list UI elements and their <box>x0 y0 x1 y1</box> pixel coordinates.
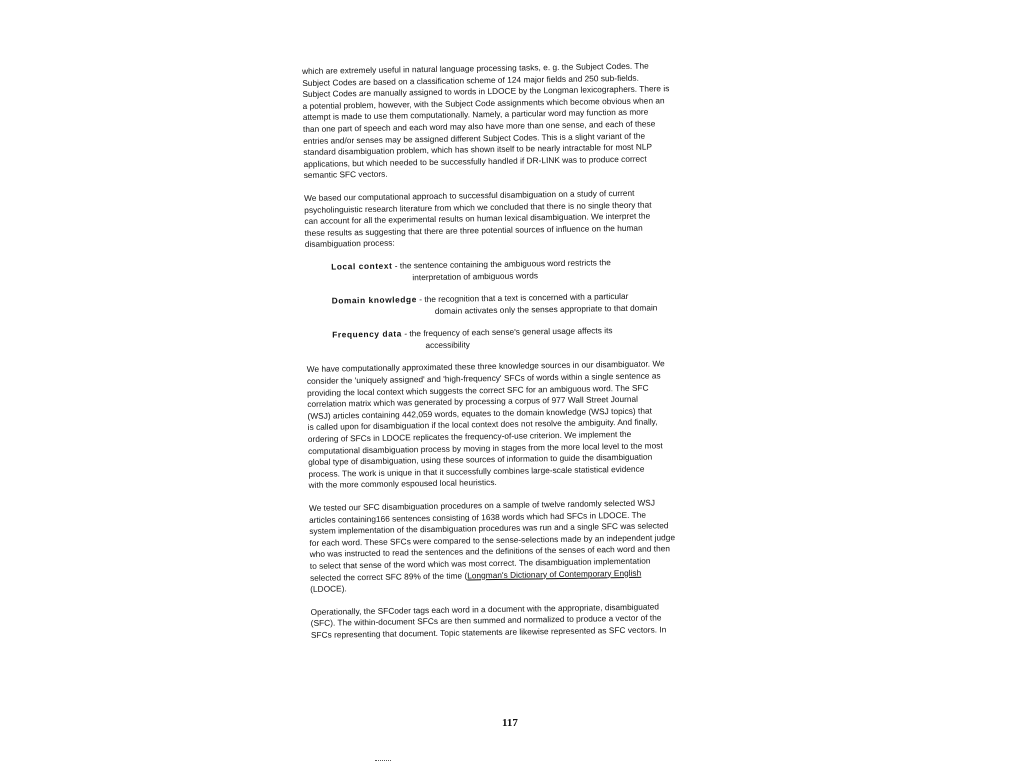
paragraph-line: SFCs representing that document. Topic statements are likewise represented as SFC vectors. In <box>310 624 667 640</box>
dictionary-title: Longman's Dictionary of Contemporary English <box>467 567 642 581</box>
paragraph-line: semantic SFC vectors. <box>303 169 388 181</box>
definition-text: - the recognition that a text is concerned with a particular <box>416 290 629 305</box>
text-column <box>302 59 739 652</box>
definition-domain-knowledge <box>332 289 734 318</box>
paragraph-line: Subject Codes are manually assigned to words in LDOCE by the Longman lexicographers. There is <box>302 83 670 100</box>
paragraph-evaluation <box>309 496 738 595</box>
paragraph-line: ordering of SFCs in LDOCE replicates the frequency-of-use criterion. We implement the <box>307 428 632 444</box>
paragraph-line: process. The work is unique in that it successfully combines large-scale statistical evidence <box>308 463 645 479</box>
paragraph-computational-approach <box>304 186 733 251</box>
paragraph-line: articles containing166 sentences consisting of 1638 words which had SFCs in LDOCE. The <box>309 509 647 525</box>
definition-local-context <box>331 255 733 284</box>
paragraph-line: than one part of speech and each word may also have more than one sense, and each of these <box>302 118 656 134</box>
paragraph-operation <box>310 600 738 641</box>
page-number: 117 <box>502 717 518 729</box>
paragraph-line: (LDOCE). <box>310 583 347 595</box>
definition-frequency-data <box>332 324 734 353</box>
definition-text: - the frequency of each sense's general usage affects its <box>401 325 613 339</box>
definition-term: Local context <box>331 260 393 272</box>
definition-continuation: accessibility <box>425 339 471 350</box>
paragraph-line: which are extremely useful in natural language processing tasks, e. g. the Subject Codes. The <box>302 60 649 76</box>
paragraph-line: with the more commonly espoused local heuristics. <box>308 477 497 491</box>
paragraph-text: selected the correct SFC 89% of the time ( <box>309 570 468 583</box>
definition-continuation: domain activates only the senses appropriate to that domain <box>434 302 658 316</box>
paragraph-subject-codes <box>302 59 732 182</box>
paragraph-line: (SFC). The within-document SFCs are then summed and normalized to produce a vector of the <box>310 612 662 629</box>
paragraph-line: a potential problem, however, with the Subject Code assignments which become obvious when an <box>302 95 665 111</box>
footer-mark <box>375 760 391 763</box>
paragraph-line: standard disambiguation problem, which has shown itself to be nearly intractable for most NLP <box>303 141 653 158</box>
definition-term: Frequency data <box>332 328 403 340</box>
definition-text: - the sentence containing the ambiguous word restricts the <box>392 257 611 271</box>
paragraph-line: for each word. These SFCs were compared to the sense-selections made by an independent judge <box>309 531 676 548</box>
paragraph-line: We tested our SFC disambiguation procedures on a sample of twelve randomly selected WSJ <box>308 497 656 513</box>
definition-continuation: interpretation of ambiguous words <box>412 269 539 282</box>
paragraph-line: applications, but which needed to be successfully handled if DR-LINK was to produce correct <box>303 153 647 169</box>
paragraph-line: to select that sense of the word which was most correct. The disambiguation implementation <box>309 555 651 571</box>
paragraph-line: providing the local context which suggests the correct SFC for an ambiguous word. The SFC <box>307 382 649 398</box>
paragraph-line: is called upon for disambiguation if the local context does not resolve the ambiguity. And finally, <box>307 416 658 433</box>
paragraph-line: Subject Codes are based on a classification scheme of 124 major fields and 250 sub-fields. <box>302 72 639 88</box>
paragraph-line: can account for all the experimental results on human lexical disambiguation. We interpret the <box>304 210 651 227</box>
paragraph-line: We have computationally approximated these three knowledge sources in our disambiguator. We <box>306 358 665 375</box>
paragraph-line: correlation matrix which was generated by processing a corpus of 977 Wall Street Journal <box>307 394 639 410</box>
paragraph-line: consider the 'uniquely assigned' and 'high-frequency' SFCs of words within a single sentence as <box>306 370 661 387</box>
paragraph-line: attempt is made to use them computationally. Namely, a particular word may function as more <box>302 106 649 123</box>
paragraph-line: these results as suggesting that there are three potential sources of influence on the human <box>304 222 643 238</box>
paragraph-line: global type of disambiguation, using these sources of information to guide the disambiguation <box>308 451 653 468</box>
paragraph-line: (WSJ) articles containing 442,059 words, equates to the domain knowledge (WSJ topics) that <box>307 405 652 421</box>
paragraph-line: disambiguation process: <box>304 237 395 250</box>
paragraph-knowledge-sources <box>307 358 737 492</box>
paragraph-evaluation-lines <box>309 496 738 572</box>
paragraph-line: psycholinguistic research literature from which we concluded that there is no single theory that <box>304 199 652 215</box>
paragraph-line: who was instructed to read the sentences and the definitions of the senses of each word and then <box>309 543 671 560</box>
paragraph-line: entries and/or senses may be assigned different Subject Codes. This is a slight variant of the <box>303 130 646 146</box>
paragraph-line: system implementation of the disambiguation procedures was run and a single SFC was selected <box>309 520 669 537</box>
paragraph-line: We based our computational approach to successful disambiguation on a study of current <box>303 187 635 203</box>
definition-term: Domain knowledge <box>331 294 417 306</box>
paragraph-line: Operationally, the SFCoder tags each word in a document with the appropriate, disambiguated <box>310 601 660 617</box>
paragraph-line: computational disambiguation process by moving in stages from the more local level to the most <box>307 440 663 456</box>
